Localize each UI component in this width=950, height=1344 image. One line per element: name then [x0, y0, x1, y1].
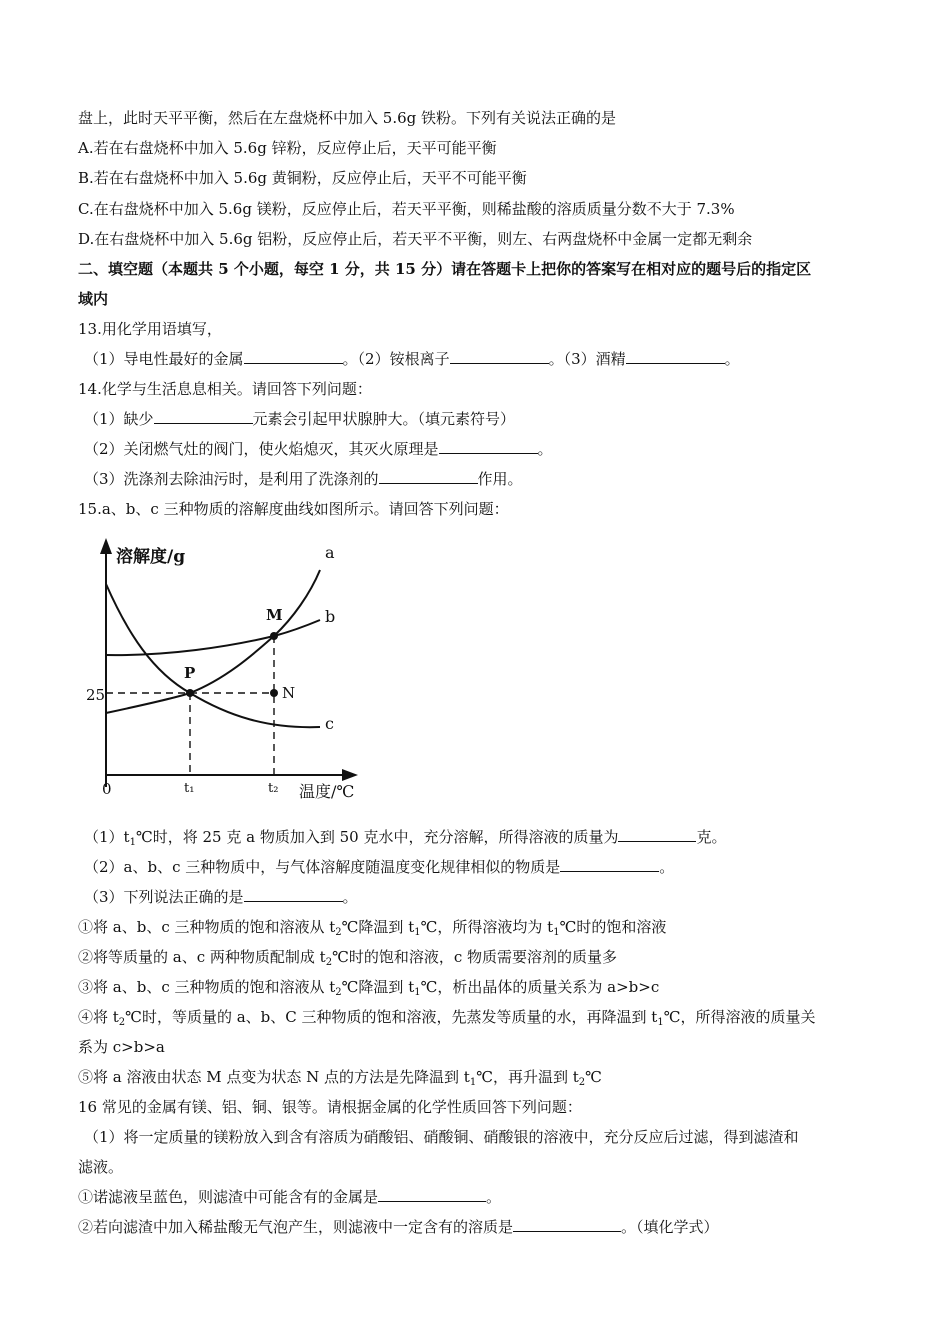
- subscript: 1: [129, 837, 136, 848]
- q16-item1: ①诺滤液呈蓝色，则滤渣中可能含有的金属是 。: [78, 1188, 502, 1206]
- q13-stem: 13.用化学用语填写，: [78, 320, 222, 338]
- q14-part1: [84, 409, 515, 429]
- solubility-chart: [88, 532, 388, 802]
- answer-blank[interactable]: [244, 887, 343, 902]
- q15-part2: [84, 857, 674, 877]
- y-tick-label: 25: [86, 686, 106, 704]
- answer-blank[interactable]: [154, 409, 253, 424]
- q14-stem: 14.化学与生活息息相关。请回答下列问题：: [78, 380, 372, 398]
- q16-stem: 16 常见的金属有镁、铝、铜、银等。请根据金属的化学性质回答下列问题：: [78, 1098, 582, 1116]
- answer-blank[interactable]: [378, 1187, 486, 1202]
- x-axis-arrow: [342, 769, 358, 781]
- q12-option-b: B.若在右盘烧杯中加入 5.6g 黄铜粉，反应停止后，天平不可能平衡: [78, 169, 527, 187]
- section-heading-cont: 域内: [78, 290, 109, 308]
- q16-part1-cont: 滤液。: [78, 1158, 124, 1176]
- answer-blank[interactable]: [439, 439, 538, 454]
- q14-part3-tail: 作用。: [477, 470, 523, 488]
- q16-part1: （1）将一定质量的镁粉放入到含有溶质为硝酸铝、硝酸铜、硝酸银的溶液中，充分反应后过滤，得到滤渣和: [84, 1128, 799, 1146]
- q13-end: 。: [724, 350, 740, 368]
- origin-label: 0: [102, 780, 112, 798]
- q14-part2-tail: 。: [537, 440, 553, 458]
- statement-2: ②将等质量的 a、c 两种物质配制成 $t_2℃$时的饱和溶液，c 物质需要溶剂的质量多: [78, 948, 618, 968]
- q12-stem-line: 盘上，此时天平平衡，然后在左盘烧杯中加入 5.6g 铁粉。下列有关说法正确的是: [78, 109, 616, 127]
- point-p: [186, 689, 194, 697]
- q15-part3-text: （3）下列说法正确的是: [84, 888, 244, 906]
- q13-part1-text: （1）导电性最好的金属: [84, 350, 244, 368]
- q12-option-c: C.在右盘烧杯中加入 5.6g 镁粉，反应停止后，若天平平衡，则稀盐酸的溶质质量分数不大于 7.3%: [78, 200, 735, 218]
- y-axis-arrow: [100, 538, 112, 554]
- point-label-p: P: [184, 664, 196, 682]
- q13-part2-text: 。（2）铵根离子: [342, 350, 450, 368]
- q13-part3-text: 。（3）酒精: [548, 350, 626, 368]
- point-m: [270, 632, 278, 640]
- q15-part3: [84, 887, 358, 907]
- statement-5: ⑤将 a 溶液由状态 M 点变为状态 N 点的方法是先降温到 $t_1℃$，再升温到 $t_2℃$: [78, 1068, 602, 1088]
- x-axis-label: 温度/℃: [299, 782, 355, 801]
- point-label-n: N: [282, 684, 296, 702]
- q14-part1-tail: 元素会引起甲状腺肿大。（填元素符号）: [252, 410, 516, 428]
- y-axis-label: 溶解度/g: [116, 547, 186, 567]
- answer-blank[interactable]: [618, 827, 696, 842]
- q15-part1-text2: ℃时，将 25 克 a 物质加入到 50 克水中，充分溶解，所得溶液的质量为: [135, 828, 619, 846]
- point-label-m: M: [266, 606, 283, 624]
- answer-blank[interactable]: [450, 349, 549, 364]
- series-label-b: b: [325, 607, 336, 626]
- series-label-a: a: [325, 543, 335, 562]
- x-tick-label-t2: t₂: [268, 781, 279, 796]
- q15-part2-tail: 。: [659, 858, 675, 876]
- q14-part2-text: （2）关闭燃气灶的阀门，使火焰熄灭，其灭火原理是: [84, 440, 439, 458]
- statement-4-cont: 系为 c>b>a: [78, 1038, 165, 1056]
- q14-part1-text: （1）缺少: [84, 410, 154, 428]
- answer-blank[interactable]: [244, 349, 343, 364]
- x-tick-label-t1: t₁: [184, 781, 195, 796]
- answer-blank[interactable]: [379, 469, 478, 484]
- q14-part2: [84, 439, 553, 459]
- q15-part1-text: （1）t: [84, 828, 130, 846]
- q15-stem: 15.a、b、c 三种物质的溶解度曲线如图所示。请回答下列问题：: [78, 500, 509, 518]
- section-heading: 二、填空题（本题共 5 个小题，每空 1 分，共 15 分）请在答题卡上把你的答案写在相对应的题号后的指定区: [78, 260, 812, 278]
- q12-option-d: D.在右盘烧杯中加入 5.6g 铝粉，反应停止后，若天平不平衡，则左、右两盘烧杯中金属一定都无剩余: [78, 230, 753, 248]
- answer-blank[interactable]: [626, 349, 725, 364]
- q14-part3: [84, 469, 523, 489]
- q13-parts: [84, 349, 740, 369]
- q16-item2: ②若向滤渣中加入稀盐酸无气泡产生，则滤液中一定含有的溶质是 。（填化学式）: [78, 1218, 719, 1236]
- answer-blank[interactable]: [513, 1217, 621, 1232]
- statement-4: ④将 $t_2℃$时，等质量的 a、b、C 三种物质的饱和溶液，先蒸发等质量的水，再降温到 $t_1℃$，所得溶液的质量关: [78, 1008, 816, 1028]
- q15-part3-tail: 。: [342, 888, 358, 906]
- q14-part3-text: （3）洗涤剂去除油污时，是利用了洗涤剂的: [84, 470, 379, 488]
- q15-part1-tail: 克。: [696, 828, 727, 846]
- answer-blank[interactable]: [560, 857, 659, 872]
- point-n: [270, 689, 278, 697]
- statement-3: ③将 a、b、c 三种物质的饱和溶液从 $t_2℃$降温到 $t_1℃$，析出晶体的质量关系为 a>b>c: [78, 978, 660, 998]
- q12-option-a: A.若在右盘烧杯中加入 5.6g 锌粉，反应停止后，天平可能平衡: [78, 139, 497, 157]
- series-label-c: c: [325, 714, 334, 733]
- q15-part2-text: （2）a、b、c 三种物质中，与气体溶解度随温度变化规律相似的物质是: [84, 858, 561, 876]
- q15-part1: [84, 827, 726, 847]
- curve-b: [106, 620, 320, 655]
- statement-1: ①将 a、b、c 三种物质的饱和溶液从 $t_2℃$降温到 $t_1℃$，所得溶液均为 $t_1℃$时的饱和溶液: [78, 918, 667, 938]
